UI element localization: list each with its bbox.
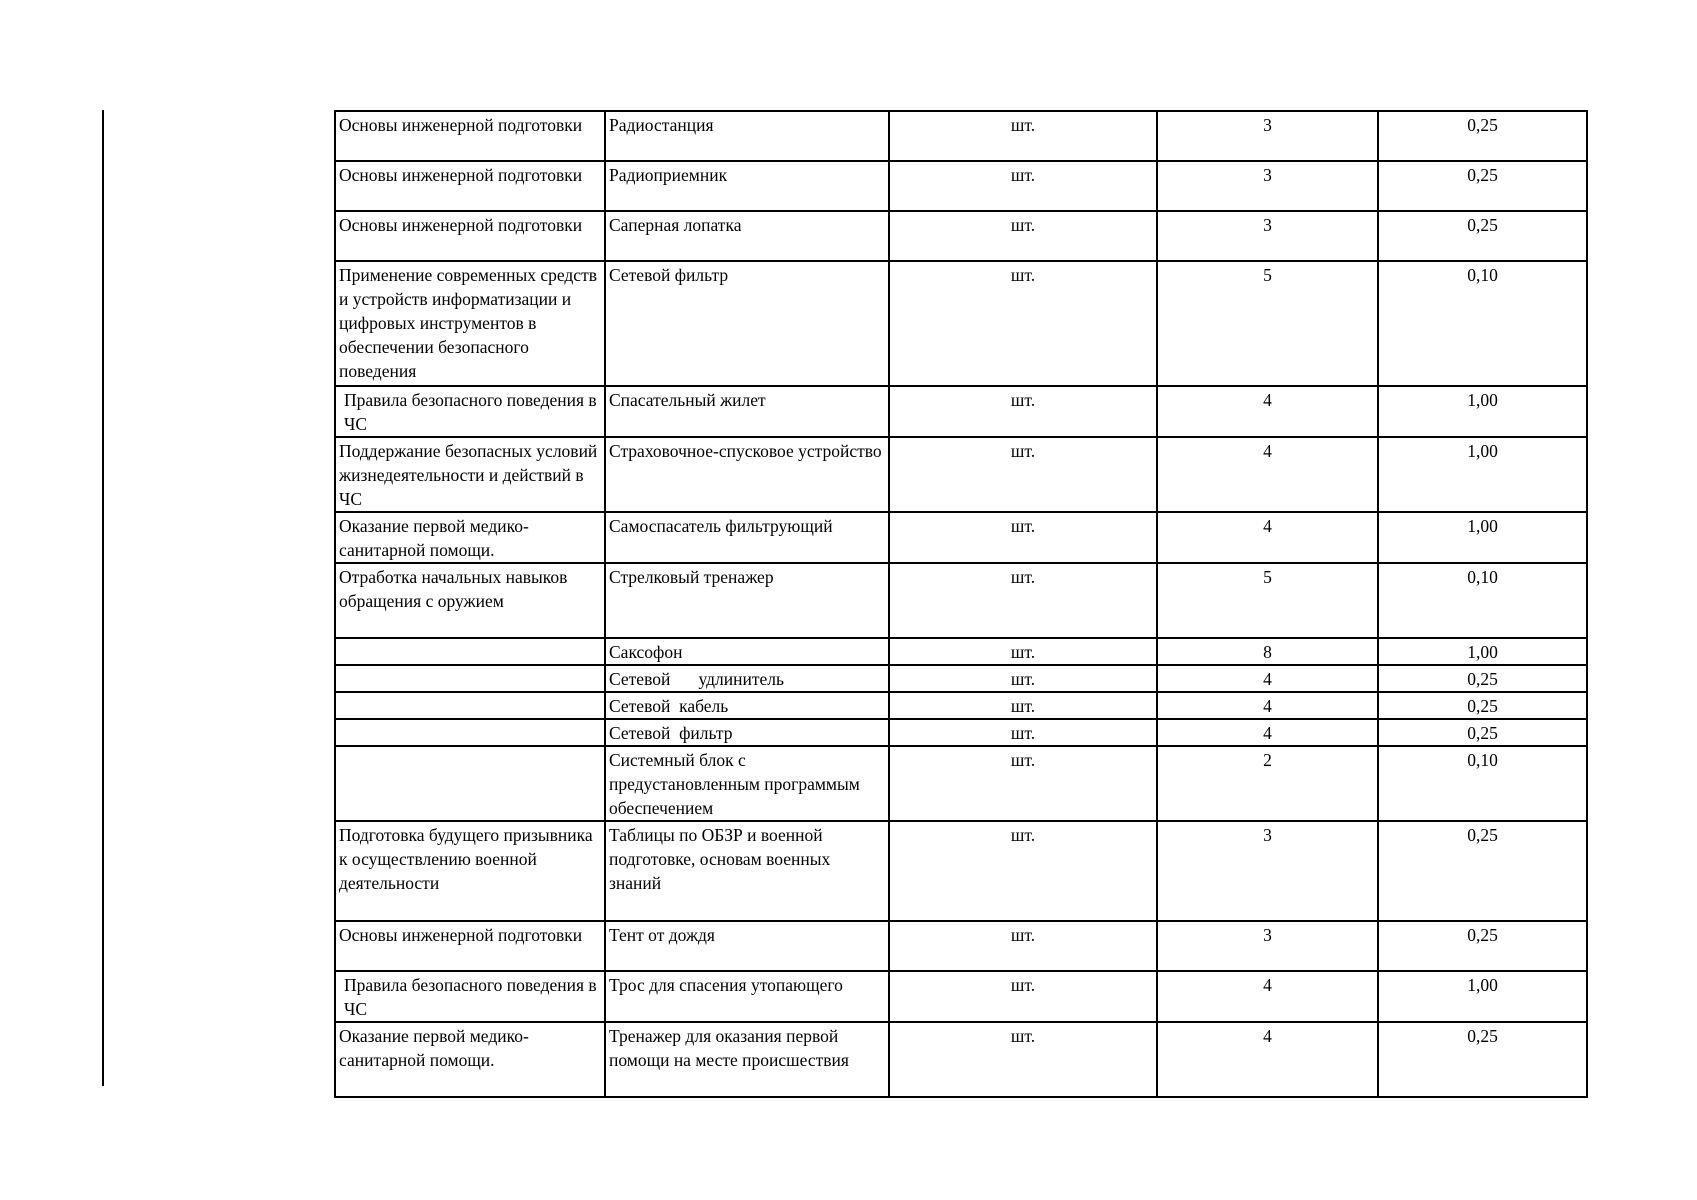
table-row [335, 1022, 1587, 1097]
item-cell: Саксофон [605, 638, 889, 665]
quantity-cell: 3 [1157, 921, 1378, 971]
table-row [335, 261, 1587, 386]
table-row [335, 161, 1587, 211]
quantity-cell: 3 [1157, 821, 1378, 921]
quantity-cell: 3 [1157, 111, 1378, 161]
item-cell: Трос для спасения утопающего [605, 971, 889, 1022]
section-cell: Поддержание безопасных условий жизнедеятельности и действий в ЧС [335, 437, 605, 512]
section-cell: Основы инженерной подготовки [335, 921, 605, 971]
table-row [335, 563, 1587, 638]
quantity-cell: 3 [1157, 211, 1378, 261]
item-cell: Сетевой фильтр [605, 261, 889, 386]
quantity-cell: 4 [1157, 437, 1378, 512]
table-row [335, 638, 1587, 665]
coefficient-cell: 1,00 [1378, 971, 1587, 1022]
unit-cell: шт. [889, 1022, 1157, 1097]
coefficient-cell: 0,10 [1378, 261, 1587, 386]
quantity-cell: 4 [1157, 512, 1378, 563]
unit-cell: шт. [889, 563, 1157, 638]
section-cell: Отработка начальных навыков обращения с оружием [335, 563, 605, 638]
section-cell: Применение современных средств и устройств информатизации и цифровых инструментов в обеспечении безопасного поведения [335, 261, 605, 386]
table-row [335, 746, 1587, 821]
coefficient-cell: 1,00 [1378, 638, 1587, 665]
item-cell: Сетевой удлинитель [605, 665, 889, 692]
unit-cell: шт. [889, 386, 1157, 437]
section-cell: Правила безопасного поведения в ЧС [335, 971, 605, 1022]
section-cell: Основы инженерной подготовки [335, 111, 605, 161]
unit-cell: шт. [889, 692, 1157, 719]
unit-cell: шт. [889, 512, 1157, 563]
section-cell: Правила безопасного поведения в ЧС [335, 386, 605, 437]
page-margin-line [102, 110, 104, 1086]
coefficient-cell: 0,10 [1378, 746, 1587, 821]
coefficient-cell: 0,25 [1378, 719, 1587, 746]
unit-cell: шт. [889, 921, 1157, 971]
table-row [335, 386, 1587, 437]
quantity-cell: 5 [1157, 563, 1378, 638]
item-cell: Стрелковый тренажер [605, 563, 889, 638]
table-row [335, 512, 1587, 563]
equipment-table [334, 110, 1588, 1098]
coefficient-cell: 0,25 [1378, 161, 1587, 211]
unit-cell: шт. [889, 211, 1157, 261]
item-cell: Тент от дождя [605, 921, 889, 971]
item-cell: Сетевой фильтр [605, 719, 889, 746]
quantity-cell: 4 [1157, 386, 1378, 437]
section-cell [335, 638, 605, 665]
coefficient-cell: 0,25 [1378, 665, 1587, 692]
section-cell: Подготовка будущего призывника к осуществлению военной деятельности [335, 821, 605, 921]
section-cell [335, 746, 605, 821]
unit-cell: шт. [889, 111, 1157, 161]
table-row [335, 211, 1587, 261]
table-row [335, 971, 1587, 1022]
section-cell: Оказание первой медико-санитарной помощи. [335, 512, 605, 563]
section-cell: Основы инженерной подготовки [335, 211, 605, 261]
table-row [335, 111, 1587, 161]
item-cell: Страховочное-спусковое устройство [605, 437, 889, 512]
quantity-cell: 4 [1157, 1022, 1378, 1097]
coefficient-cell: 0,10 [1378, 563, 1587, 638]
section-cell: Оказание первой медико-санитарной помощи. [335, 1022, 605, 1097]
section-cell [335, 665, 605, 692]
coefficient-cell: 1,00 [1378, 386, 1587, 437]
section-cell [335, 719, 605, 746]
table-row [335, 719, 1587, 746]
coefficient-cell: 0,25 [1378, 211, 1587, 261]
quantity-cell: 4 [1157, 971, 1378, 1022]
item-cell: Радиоприемник [605, 161, 889, 211]
coefficient-cell: 1,00 [1378, 437, 1587, 512]
section-cell [335, 692, 605, 719]
coefficient-cell: 0,25 [1378, 821, 1587, 921]
quantity-cell: 4 [1157, 692, 1378, 719]
item-cell: Спасательный жилет [605, 386, 889, 437]
coefficient-cell: 0,25 [1378, 1022, 1587, 1097]
unit-cell: шт. [889, 746, 1157, 821]
coefficient-cell: 1,00 [1378, 512, 1587, 563]
quantity-cell: 8 [1157, 638, 1378, 665]
item-cell: Радиостанция [605, 111, 889, 161]
item-cell: Таблицы по ОБЗР и военной подготовке, основам военных знаний [605, 821, 889, 921]
quantity-cell: 4 [1157, 719, 1378, 746]
section-cell: Основы инженерной подготовки [335, 161, 605, 211]
unit-cell: шт. [889, 638, 1157, 665]
table-row [335, 821, 1587, 921]
coefficient-cell: 0,25 [1378, 111, 1587, 161]
unit-cell: шт. [889, 161, 1157, 211]
quantity-cell: 4 [1157, 665, 1378, 692]
table-row [335, 692, 1587, 719]
table-row [335, 665, 1587, 692]
item-cell: Саперная лопатка [605, 211, 889, 261]
table-row [335, 921, 1587, 971]
coefficient-cell: 0,25 [1378, 921, 1587, 971]
quantity-cell: 3 [1157, 161, 1378, 211]
item-cell: Самоспасатель фильтрующий [605, 512, 889, 563]
coefficient-cell: 0,25 [1378, 692, 1587, 719]
item-cell: Сетевой кабель [605, 692, 889, 719]
item-cell: Тренажер для оказания первой помощи на месте происшествия [605, 1022, 889, 1097]
unit-cell: шт. [889, 719, 1157, 746]
unit-cell: шт. [889, 665, 1157, 692]
unit-cell: шт. [889, 821, 1157, 921]
quantity-cell: 2 [1157, 746, 1378, 821]
unit-cell: шт. [889, 437, 1157, 512]
item-cell: Системный блок с предустановленным программым обеспечением [605, 746, 889, 821]
table-row [335, 437, 1587, 512]
quantity-cell: 5 [1157, 261, 1378, 386]
unit-cell: шт. [889, 971, 1157, 1022]
unit-cell: шт. [889, 261, 1157, 386]
